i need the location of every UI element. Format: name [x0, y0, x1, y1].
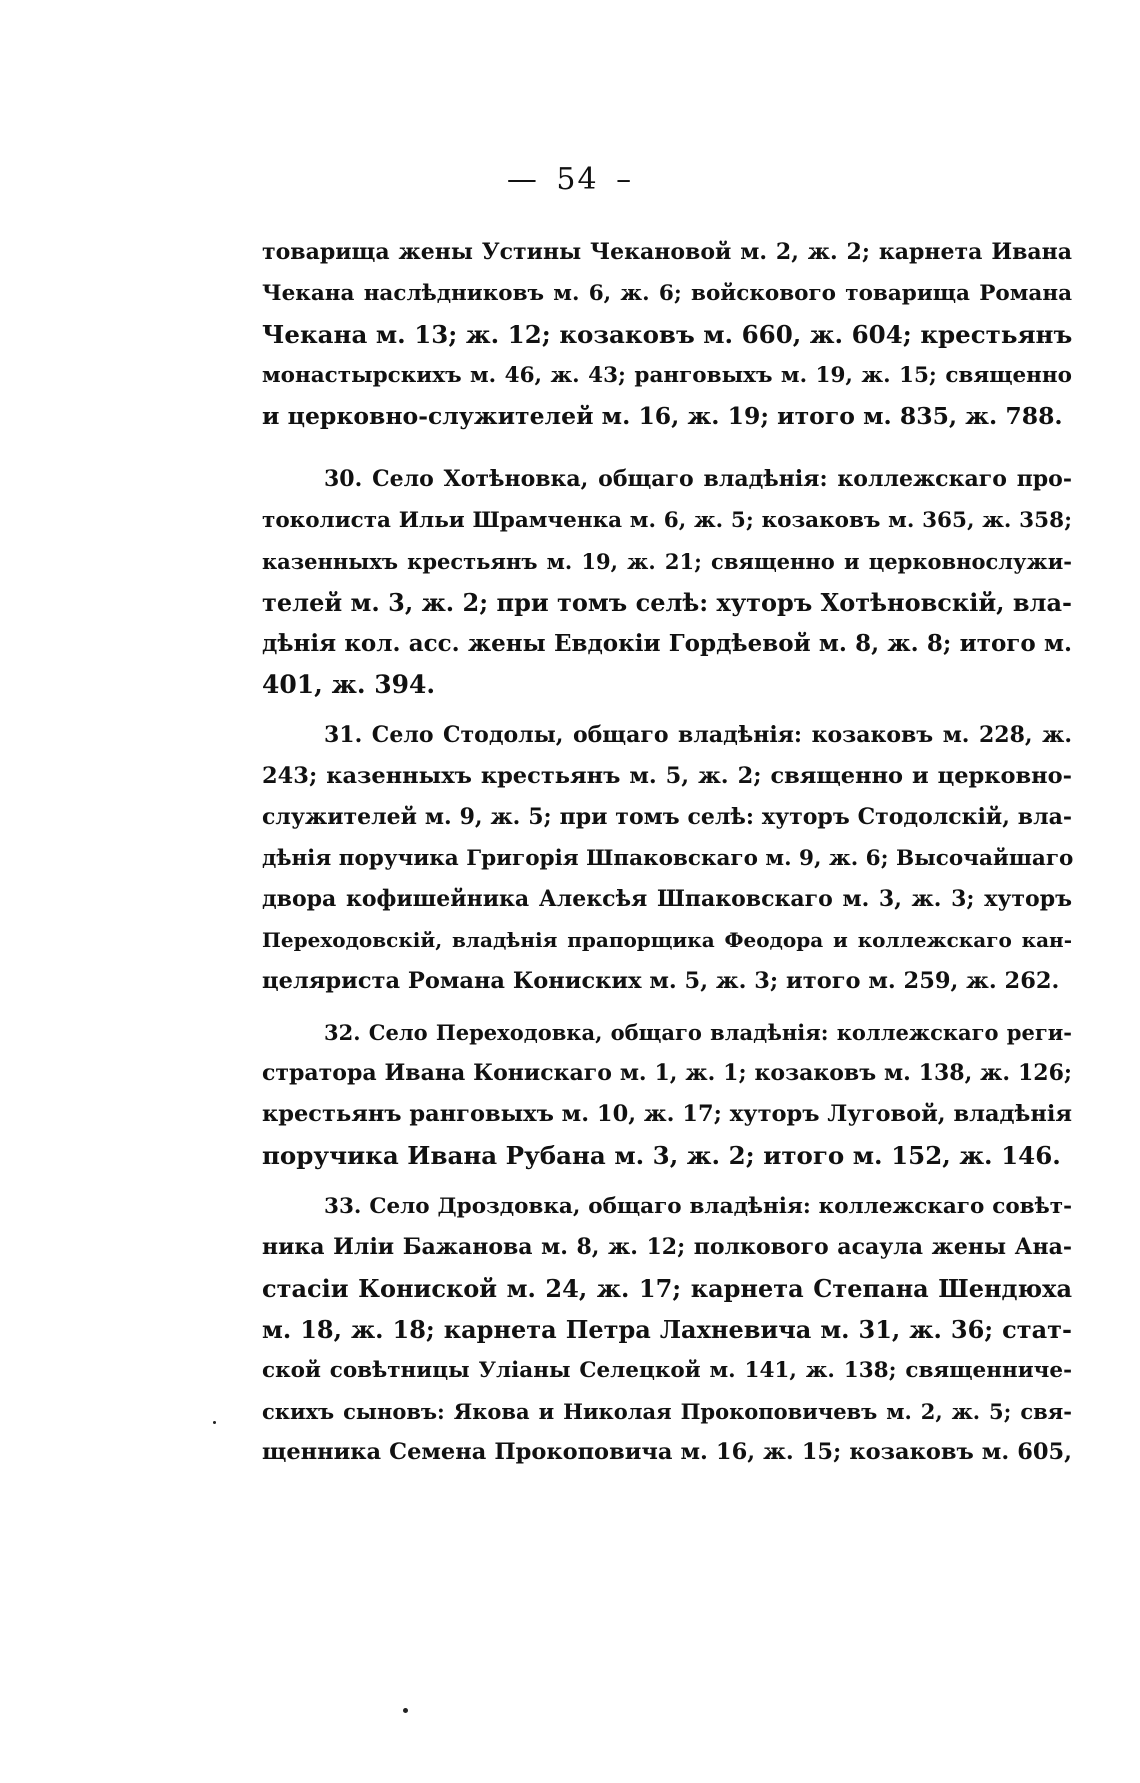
ink-speck — [213, 1421, 216, 1424]
text-line: 401, ж. 394. — [262, 670, 436, 699]
text-line: целяриста Романа Кониских м. 5, ж. 3; итого м. 259, ж. 262. — [262, 968, 1060, 994]
text-line: 30. Село Хотѣновка, общаго владѣнія: коллежскаго про- — [324, 466, 1072, 492]
page-number — [0, 162, 1140, 197]
text-line: товарища жены Устины Чекановой м. 2, ж. 2; карнета Ивана — [262, 239, 1072, 265]
text-line: стратора Ивана Конискаго м. 1, ж. 1; козаковъ м. 138, ж. 126; — [262, 1060, 1072, 1086]
paragraph-31 — [262, 715, 1072, 1002]
text-line: 31. Село Стодолы, общаго владѣнія: козаковъ м. 228, ж. — [324, 722, 1072, 748]
text-line: и церковно-служителей м. 16, ж. 19; итого м. 835, ж. 788. — [262, 402, 1063, 430]
page-number-dash-left: — — [506, 162, 539, 197]
text-line: 243; казенныхъ крестьянъ м. 5, ж. 2; священно и церковно- — [262, 763, 1072, 789]
paragraph-30 — [262, 459, 1072, 705]
page-number-dash-right: – — [616, 162, 634, 197]
text-line: Переходовскій, владѣнія прапорщика Феодора и коллежскаго кан- — [262, 928, 1072, 952]
text-line: Чекана наслѣдниковъ м. 6, ж. 6; войскового товарища Романа — [262, 281, 1072, 306]
document-body — [262, 232, 1072, 1483]
text-line: монастырскихъ м. 46, ж. 43; ранговыхъ м. 19, ж. 15; священно — [262, 363, 1072, 388]
paragraph-33 — [262, 1186, 1072, 1473]
text-line: щенника Семена Прокоповича м. 16, ж. 15; козаковъ м. 605, — [262, 1439, 1072, 1465]
text-line: Чекана м. 13; ж. 12; козаковъ м. 660, ж. 604; крестьянъ — [262, 320, 1073, 349]
text-line: крестьянъ ранговыхъ м. 10, ж. 17; хуторъ Луговой, владѣнія — [262, 1101, 1072, 1127]
text-line: скихъ сыновъ: Якова и Николая Прокоповичевъ м. 2, ж. 5; свя- — [262, 1399, 1072, 1424]
text-line: 32. Село Переходовка, общаго владѣнія: коллежскаго реги- — [324, 1020, 1072, 1045]
text-line: ника Иліи Бажанова м. 8, ж. 12; полкового асаула жены Ана- — [262, 1234, 1072, 1260]
text-line: двора кофишейника Алексѣя Шпаковскаго м. 3, ж. 3; хуторъ — [262, 886, 1072, 912]
text-line: дѣнія кол. асс. жены Евдокіи Гордѣевой м. 8, ж. 8; итого м. — [262, 630, 1072, 657]
text-line: м. 18, ж. 18; карнета Петра Лахневича м. 31, ж. 36; стат- — [262, 1315, 1072, 1344]
text-line: дѣнія поручика Григорія Шпаковскаго м. 9, ж. 6; Высочайшаго — [262, 846, 1074, 871]
text-line: телей м. 3, ж. 2; при томъ селѣ: хуторъ Хотѣновскій, вла- — [262, 588, 1072, 617]
page-number-value: 54 — [556, 162, 599, 197]
text-line: казенныхъ крестьянъ м. 19, ж. 21; священно и церковнослужи- — [262, 549, 1072, 574]
text-line: 33. Село Дроздовка, общаго владѣнія: коллежскаго совѣт- — [324, 1194, 1072, 1219]
text-line: служителей м. 9, ж. 5; при томъ селѣ: хуторъ Стодолскій, вла- — [262, 804, 1072, 830]
paragraph-32 — [262, 1012, 1072, 1176]
text-line: стасіи Кониской м. 24, ж. 17; карнета Степана Шендюха — [262, 1274, 1072, 1303]
text-line: ской совѣтницы Уліаны Селецкой м. 141, ж. 138; священниче- — [262, 1358, 1072, 1383]
text-line: токолиста Ильи Шрамченка м. 6, ж. 5; козаковъ м. 365, ж. 358; — [262, 508, 1072, 533]
ink-speck — [403, 1708, 408, 1713]
paragraph-continuation — [262, 232, 1072, 437]
text-line: поручика Ивана Рубана м. 3, ж. 2; итого м. 152, ж. 146. — [262, 1141, 1061, 1170]
